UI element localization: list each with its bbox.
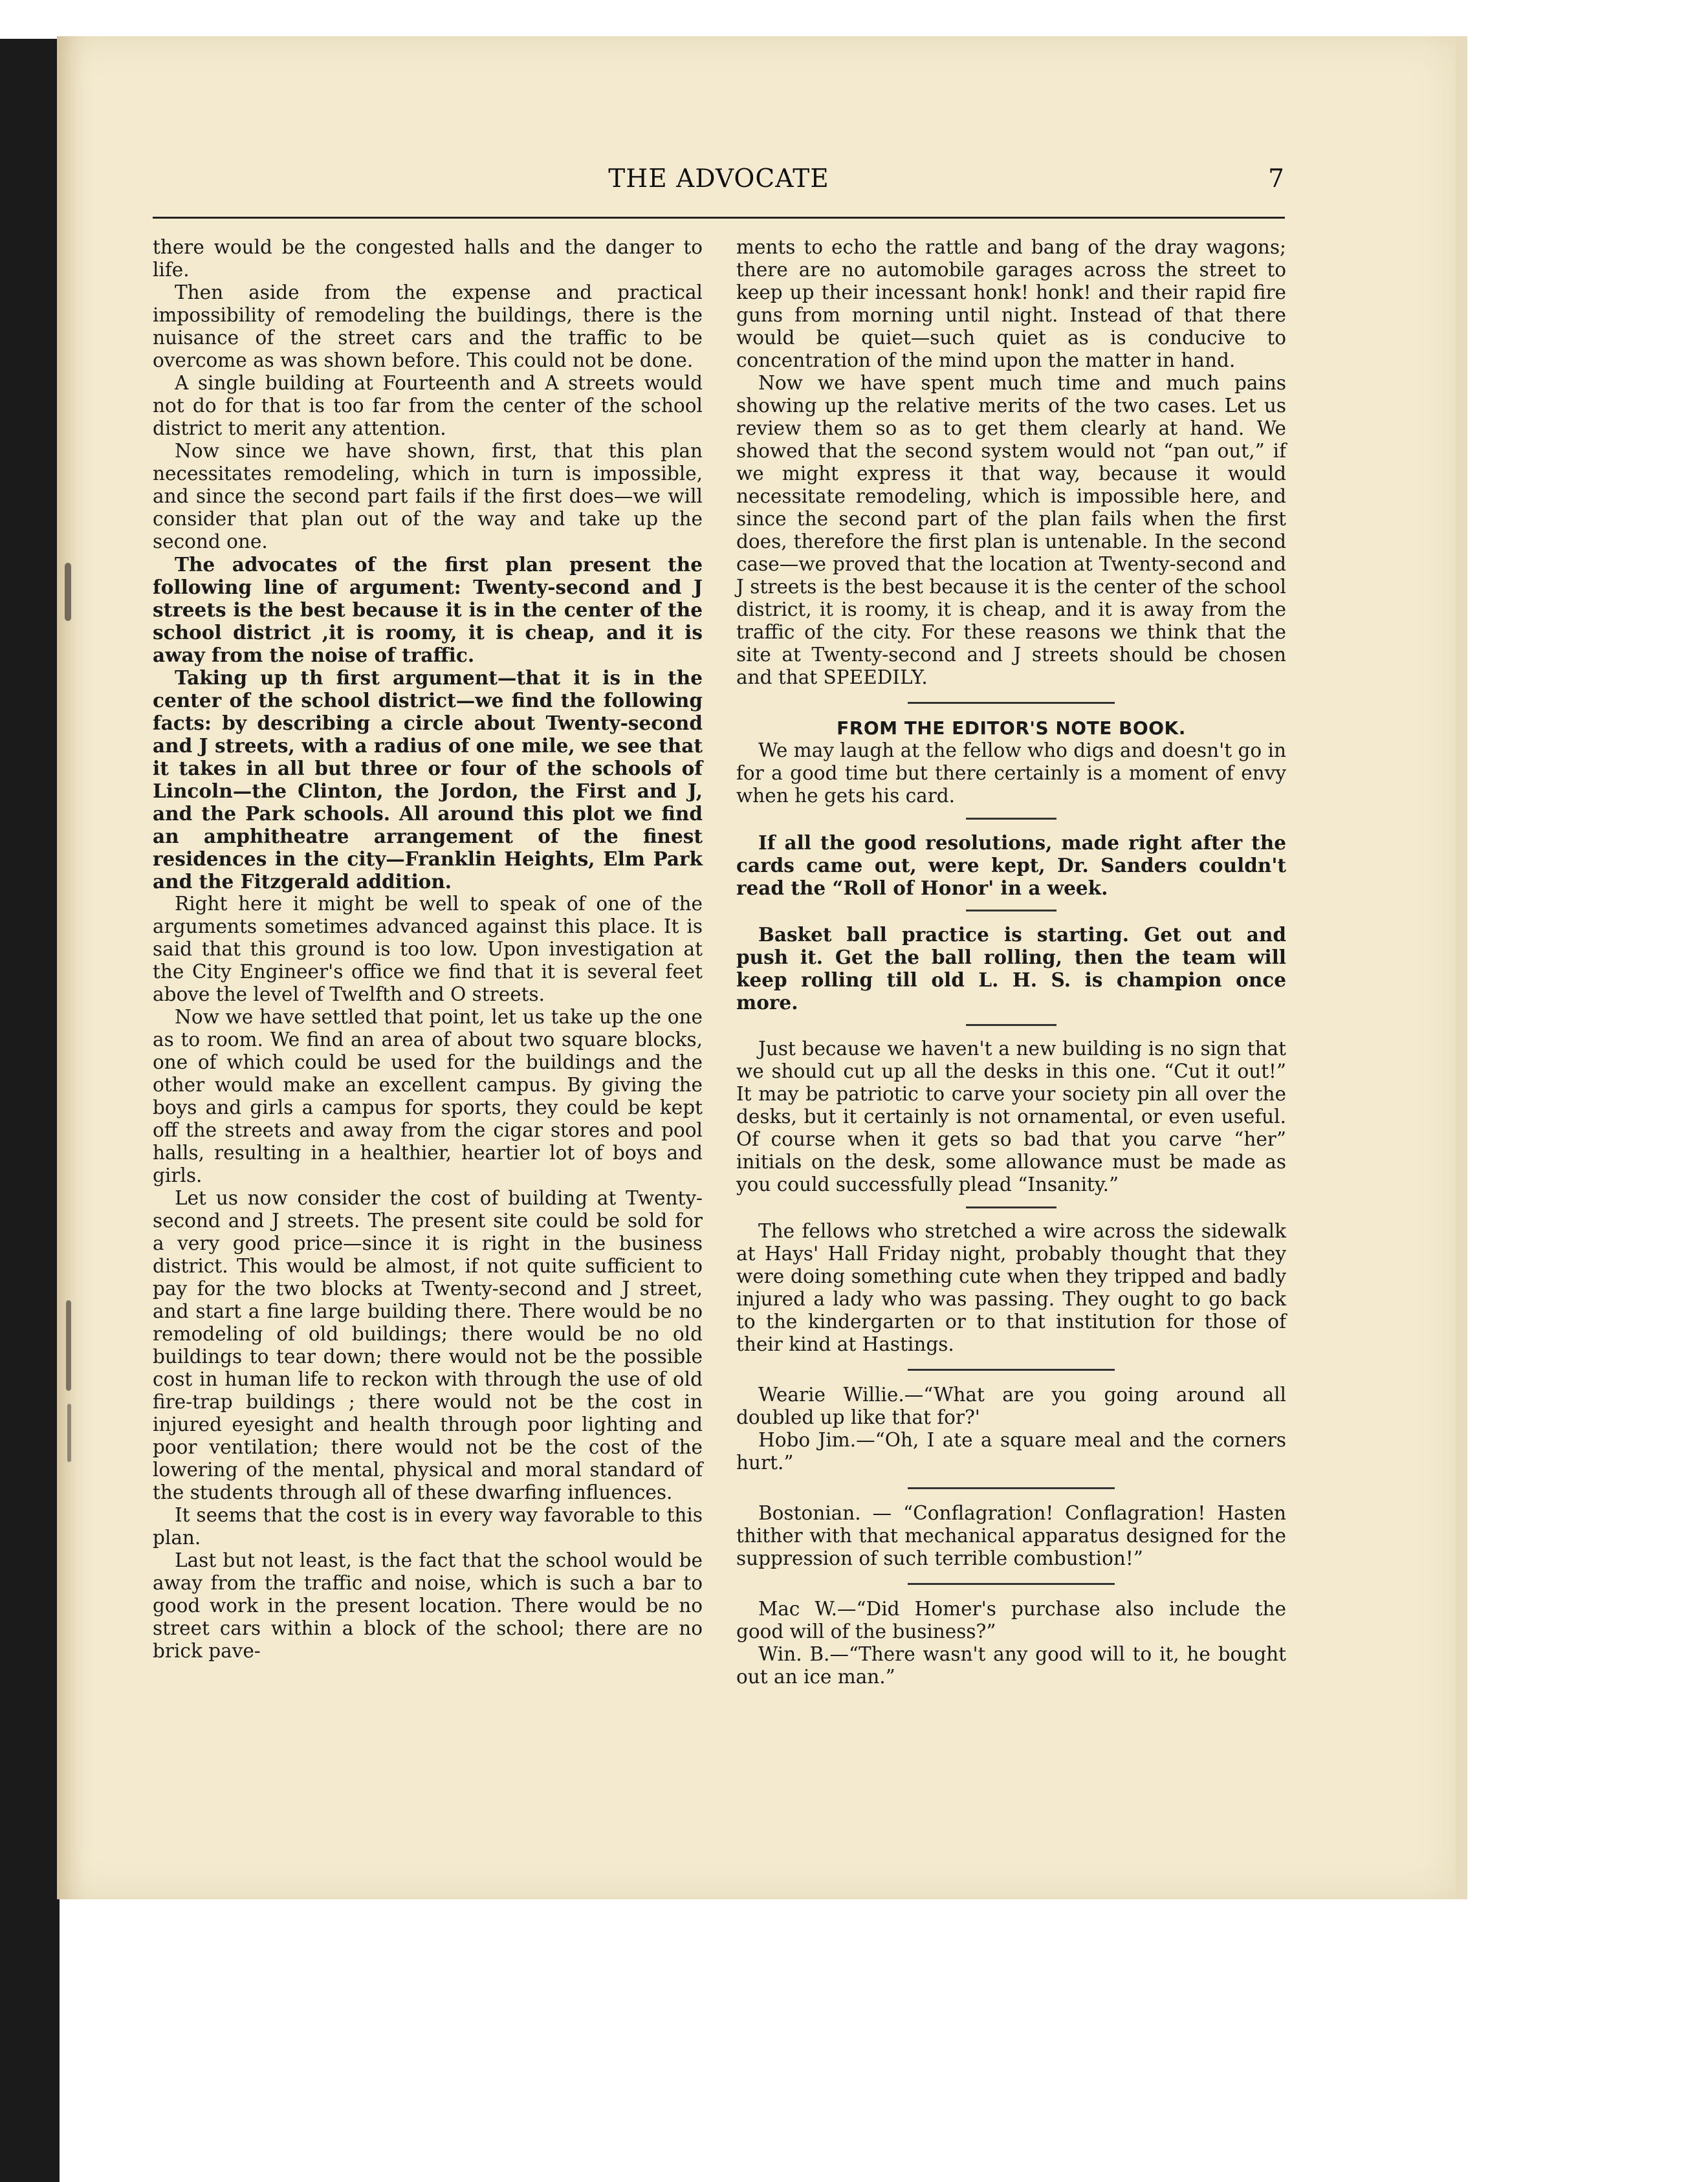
left-column (153, 236, 703, 1663)
note-item (736, 1598, 1286, 1688)
paragraph: Win. B.—“There wasn't any good will to it, he bought out an ice man.” (736, 1643, 1286, 1688)
paragraph: Let us now consider the cost of building at Twenty-second and J streets. The present site could be sold for a very good price—since it is right in the business district. This would be almost, if not quite sufficient to pay for the two blocks at Twenty-second and J street, and start a fine large building there. There would be no remodeling of old buildings; there would be no old buildings to tear down; there would not be the possible cost in human life to reckon with through the use of old fire-trap buildings ; there would not be the cost in injured eyesight and health through poor lighting and poor ventilation; there would not be the cost of the lowering of the mental, physical and moral standard of the students through all of these dwarfing influences. (153, 1187, 703, 1503)
binding-stain (67, 1404, 71, 1462)
header-rule (153, 217, 1285, 219)
paragraph: Now we have settled that point, let us take up the one as to room. We find an area of about two square blocks, one of which could be used for the buildings and the other would make an excellent campus. By giving the boys and girls a campus for sports, they could be kept off the streets and away from the cigar stores and pool halls, resulting in a healthier, heartier lot of boys and girls. (153, 1006, 703, 1186)
note-item (736, 1384, 1286, 1474)
paragraph: Hobo Jim.—“Oh, I ate a square meal and the corners hurt.” (736, 1429, 1286, 1474)
note-separator (966, 818, 1057, 820)
paragraph: Mac W.—“Did Homer's purchase also include the good will of the business?” (736, 1598, 1286, 1642)
note-item (736, 923, 1286, 1014)
note-separator (908, 1487, 1115, 1489)
note-item (736, 1220, 1286, 1356)
paragraph: The advocates of the first plan present the following line of argument: Twenty-second and J streets is the best because it is in the center of the school district ,it is roomy, it is cheap, and it is away from the noise of traffic. (153, 553, 703, 666)
note-item (736, 831, 1286, 899)
article-continuation (736, 236, 1286, 689)
paragraph: Last but not least, is the fact that the school would be away from the traffic and noise, which is such a bar to good work in the present location. There would be no street cars within a block of the school; there are no brick pave- (153, 1549, 703, 1662)
note-separator (966, 910, 1057, 911)
paragraph: Now we have spent much time and much pains showing up the relative merits of the two cases. Let us review them so as to get them clearly at hand. We showed that the second system would not “pan out,” if we might express it that way, because it would necessitate remodeling, which is impossible here, and since the second part of the plan fails when the first does, therefore the first plan is untenable. In the second case—we proved that the location at Twenty-second and J streets is the best because it is the center of the school district, it is roomy, it is cheap, and it is away from the traffic of the city. For these reasons we think that the site at Twenty-second and J streets should be chosen and that SPEEDILY. (736, 372, 1286, 688)
note-item (736, 739, 1286, 807)
binding-strip (0, 39, 60, 2182)
note-item (736, 1502, 1286, 1570)
paragraph: Wearie Willie.—“What are you going around all doubled up like that for?' (736, 1384, 1286, 1428)
paragraph: Taking up th first argument—that it is in the center of the school district—we find the following facts: by describing a circle about Twenty-second and J streets, with a radius of one mile, we see that it takes in all but three or four of the schools of Lincoln—the Clinton, the Jordon, the First and J, and the Park schools. All around this plot we find an amphitheatre arrangement of the finest residences in the city—Franklin Heights, Elm Park and the Fitzgerald addition. (153, 666, 703, 893)
section-heading: FROM THE EDITOR'S NOTE BOOK. (837, 717, 1186, 739)
note-item (736, 1038, 1286, 1196)
section-rule (908, 702, 1115, 704)
paragraph: We may laugh at the fellow who digs and doesn't go in for a good time but there certainly is a moment of envy when he gets his card. (736, 739, 1286, 807)
publication-title: THE ADVOCATE (608, 164, 829, 193)
note-separator (966, 1024, 1057, 1026)
paragraph: It seems that the cost is in every way favorable to this plan. (153, 1504, 703, 1549)
running-header (153, 141, 1285, 199)
paragraph: Right here it might be well to speak of one of the arguments sometimes advanced against this place. It is said that this ground is too low. Upon investigation at the City Engineer's office we find that it is several feet above the level of Twelfth and O streets. (153, 893, 703, 1005)
paragraph: If all the good resolutions, made right after the cards came out, were kept, Dr. Sanders couldn't read the “Roll of Honor' in a week. (736, 831, 1286, 899)
paragraph: there would be the congested halls and the danger to life. (153, 236, 703, 281)
paragraph: A single building at Fourteenth and A streets would not do for that is too far from the center of the school district to merit any attention. (153, 372, 703, 439)
paragraph: Now since we have shown, first, that this plan necessitates remodeling, which in turn is impossible, and since the second part fails if the first does—we will consider that plan out of the way and take up the second one. (153, 440, 703, 552)
note-separator (908, 1583, 1115, 1585)
paragraph: Then aside from the expense and practical impossibility of remodeling the buildings, there is the nuisance of the street cars and the traffic to be overcome as was shown before. This could not be done. (153, 281, 703, 371)
right-column (736, 236, 1286, 1688)
paragraph: Basket ball practice is starting. Get out and push it. Get the ball rolling, then the team will keep rolling till old L. H. S. is champion once more. (736, 923, 1286, 1014)
binding-stain (65, 563, 71, 621)
editor-notes (736, 739, 1286, 1688)
page-number: 7 (1268, 164, 1285, 193)
paragraph: The fellows who stretched a wire across the sidewalk at Hays' Hall Friday night, probably thought that they were doing something cute when they tripped and badly injured a lady who was passing. They ought to go back to the kindergarten or to that institution for those of their kind at Hastings. (736, 1220, 1286, 1355)
binding-stain (66, 1300, 71, 1391)
note-separator (908, 1369, 1115, 1371)
note-separator (966, 1206, 1057, 1208)
paragraph: Just because we haven't a new building is no sign that we should cut up all the desks in this one. “Cut it out!” It may be patriotic to carve your society pin all over the desks, but it certainly is not ornamental, or even useful. Of course when it gets so bad that you carve “her” initials on the desk, some allowance must be made as you could successfully plead “Insanity.” (736, 1038, 1286, 1195)
paragraph: Bostonian. — “Conflagration! Conflagration! Hasten thither with that mechanical apparatus designed for the suppression of such terrible combustion!” (736, 1502, 1286, 1569)
paragraph: ments to echo the rattle and bang of the dray wagons; there are no automobile garages across the street to keep up their incessant honk! honk! and their rapid fire guns from morning until night. Instead of that there would be quiet—such quiet as is conducive to concentration of the mind upon the matter in hand. (736, 236, 1286, 371)
